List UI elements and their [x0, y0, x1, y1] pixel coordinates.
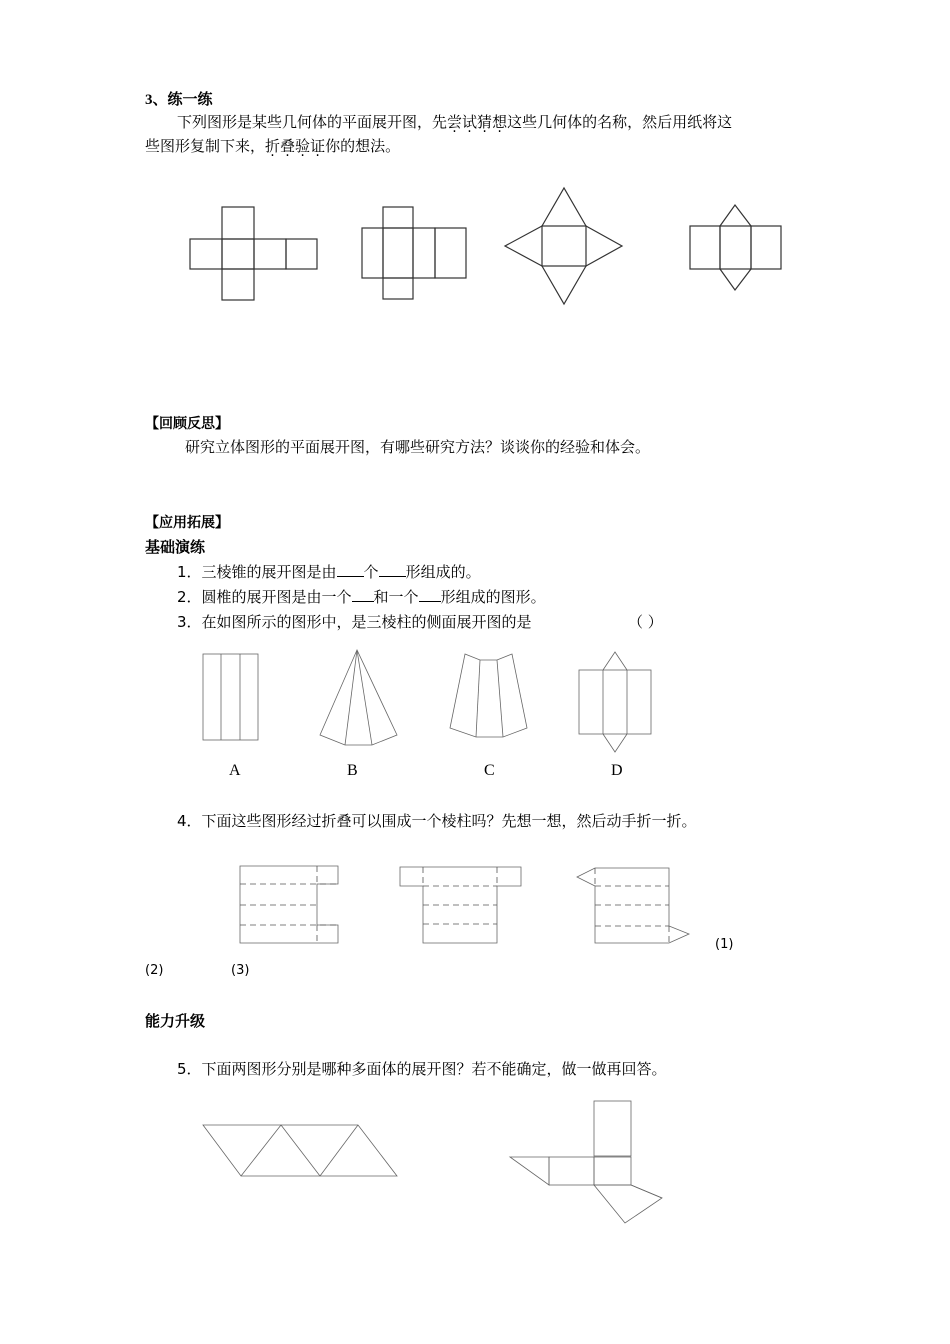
- review-heading: 【回顾反思】: [145, 416, 229, 432]
- net-cube-cross: [190, 207, 317, 300]
- q4-label-3: (3): [231, 963, 250, 978]
- q3-label-b: B: [347, 762, 358, 779]
- q3-label-a: A: [229, 762, 241, 779]
- review-text: 研究立体图形的平面展开图，有哪些研究方法？谈谈你的经验和体会。: [185, 438, 651, 456]
- question-5: 5．下面两图形分别是哪种多面体的展开图？若不能确定，做一做再回答。: [177, 1060, 667, 1078]
- q4-figure-1: [240, 866, 338, 943]
- question-3-answer-paren: （ ）: [628, 613, 663, 631]
- q5-figure-triangles: [203, 1125, 397, 1176]
- q3-figure-b: [320, 650, 397, 745]
- question-2: 2．圆椎的展开图是由一个 和一个 形组成的图形。: [177, 588, 546, 606]
- net-square-pyramid: [505, 188, 622, 304]
- section3-paragraph-line1: 下列图形是某些几何体的平面展开图，先尝试猜想这些几何体的名称，然后用纸将这: [177, 113, 733, 131]
- q4-label-2: (2): [145, 963, 164, 978]
- section3-heading: 3、练一练: [145, 92, 213, 108]
- q3-figure-d: [579, 652, 651, 752]
- q4-figure-3: [577, 868, 689, 943]
- question-3: 3．在如图所示的图形中，是三棱柱的侧面展开图的是: [177, 613, 532, 631]
- net-triangular-prism: [690, 205, 781, 290]
- net-cuboid: [362, 207, 466, 299]
- q3-figure-c: [450, 654, 527, 737]
- extension-heading: 【应用拓展】: [145, 515, 229, 531]
- q3-label-d: D: [611, 762, 623, 779]
- basic-practice-heading: 基础演练: [145, 538, 206, 556]
- advanced-heading: 能力升级: [145, 1012, 206, 1030]
- question-1: 1．三棱锥的展开图是由 个 形组成的。: [177, 563, 481, 581]
- q4-figure-2: [400, 867, 521, 943]
- q3-label-c: C: [484, 762, 495, 779]
- q5-figure-squares: [510, 1101, 662, 1223]
- section3-paragraph-line2: 些图形复制下来，折叠验证你的想法。: [145, 137, 401, 155]
- question-4: 4．下面这些图形经过折叠可以围成一个棱柱吗？先想一想，然后动手折一折。: [177, 812, 697, 830]
- q3-figure-a: [203, 654, 258, 740]
- q4-label-1: (1): [715, 937, 734, 952]
